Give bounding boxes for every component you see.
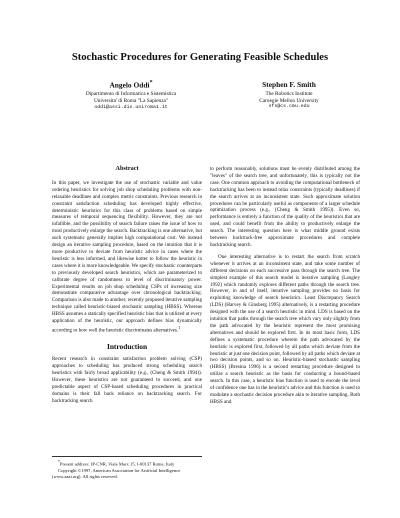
author-footnote-mark: * [149, 80, 153, 86]
footnote-copyright: Copyright ©1997, American Association for Artificial Intelligence (www.aaai.org). All rights reserved. [52, 467, 181, 479]
footnote-mark: * [58, 460, 60, 464]
author-block-1 [64, 80, 198, 112]
author-block-2 [222, 80, 356, 111]
section-heading-introduction: Introduction [106, 341, 148, 351]
footnote-affiliation: *Present address: IP-CNR, Viale Marx 15, I-00137 Rome, Italy [58, 460, 175, 467]
author-affiliation: Universita' di Roma "La Sapienza" [93, 98, 169, 105]
author-email: sfs@cs.cmu.edu [268, 104, 310, 110]
author-affiliation: Carnegie Mellon University [259, 97, 319, 104]
abstract-text: In this paper, we investigate the use of stochastic variable and value ordering heuristics for solving job shop scheduling problems with non-relaxable deadlines and complex metric constraints. Previous research in constraint satisfaction scheduling has developed highly effective, deterministic heuristics for this class of problems based on simple measures of temporal sequencing flexibility. However, they are not infallible, and the possibility of search failure raises the issue of how to most productively enlarge the search. Backtracking is one alternative, but such systematic generally implies high computational cost. We instead design an iterative sampling procedure, based on the intuition that it is more productive to deviate from heuristic advice in cases where the heuristic is less informed, and likewise hotter to follow the heuristic in cases where it is more knowledgeable. We specify stochastic counterparts to previously developed search heuristics, which are parameterized to calibrate degree of randomness to level of discriminatory power. Experimental results on job shop scheduling CSPs of increasing size demonstrate comparative advantage over chronological backtracking. Comparison is also made to another, recently proposed iterative sampling technique called heuristic-biased stochastic sampling (HBSS). Whereas HBSS assumes a statically specified heuristic bias that is utilized at every application of the heuristic, our approach defines bias dynamically according to how well the heuristic discriminates alternatives.$^1$ [52, 179, 202, 334]
intro-paragraph: Recent research in constraint satisfaction problem solving (CSP) approaches to scheduling has produced strong scheduling search heuristics with fairly broad applicability (e.g., (Cheng & Smith 1994)). However, these heuristics are not guaranteed to succeed, and one predictable aspect of CSP-based scheduling procedures in practical domains is their fall back reliance on backtracking search. For backtracking search [52, 356, 202, 404]
author-affiliation: Dipartimento di Informatica e Sistemistica [85, 91, 177, 98]
intro-paragraph-2: One interesting alternative is to restart the search from scratch whenever it arrives at an inconsistent state, and take some number of different decisions on each successive pass through the search tree. The simplest example of this search model is iterative sampling (Langley 1992) which randomly explores different paths through the search tree. However, in and of itself, iterative sampling provides no basis for exploiting knowledge of search heuristics. Least Discrepancy Search (LDS) (Harvey & Ginsberg 1995) alternatively, is a restarting procedure designed with the use of a search heuristic in mind. LDS is based on the intuition that paths through the search tree which vary only slightly from the path advocated by the heuristic represent the most promising alternatives and should be explored first. In its most basic form, LDS defines a systematic procedure wherein the path advocated by the heuristic is explored first, followed by all paths which deviate from the heuristic at just one decision point, followed by all paths which deviate at two decision points, and so on. Heuristic-biased stochastic sampling (HBSS) (Bresina 1996) is a second restarting procedure designed to utilize a search heuristic as the basis for conducting a bound-based search. In this case, a heuristic bias function is used to encode the level of confidence one has in the heuristic's advice and this function is used to modulate a stochastic decision procedure akin to iterative sampling. Both HBSS and [210, 253, 360, 405]
footnotes [52, 456, 202, 480]
author-email: oddi@assi.dis.uniroma1.it [94, 104, 168, 110]
abstract-footnote-mark: 1 [178, 324, 181, 330]
author-name: Angelo Oddi* [109, 80, 153, 90]
intro-paragraph-continued: to perform reasonably, solutions must be evenly distributed among the "leaves" of the search tree, and unfortunately, this is typically not the case. One common approach to avoiding the computational bottleneck of backtracking has been to instead relax constraints (typically deadlines) if the search arrives at an inconsistent state. Such approximate solution procedures can be particularly useful as components of a larger schedule optimization process (e.g., (Cheng & Smith 1995)). Even so, performance is entirely a function of the quality of the heuristics that are used, and could benefit from the ability to productively enlarge the search. The interesting question here is what middle ground exists between backtrack-free approximate procedures and complete backtracking search. [210, 166, 360, 248]
paper-title: Stochastic Procedures for Generating Feasible Schedules [71, 52, 329, 63]
author-name: Stephen F. Smith [262, 80, 316, 89]
right-column [210, 166, 360, 406]
author-affiliation: The Robotics Institute [265, 91, 313, 97]
abstract-heading: Abstract [115, 165, 139, 172]
left-column [52, 166, 202, 405]
